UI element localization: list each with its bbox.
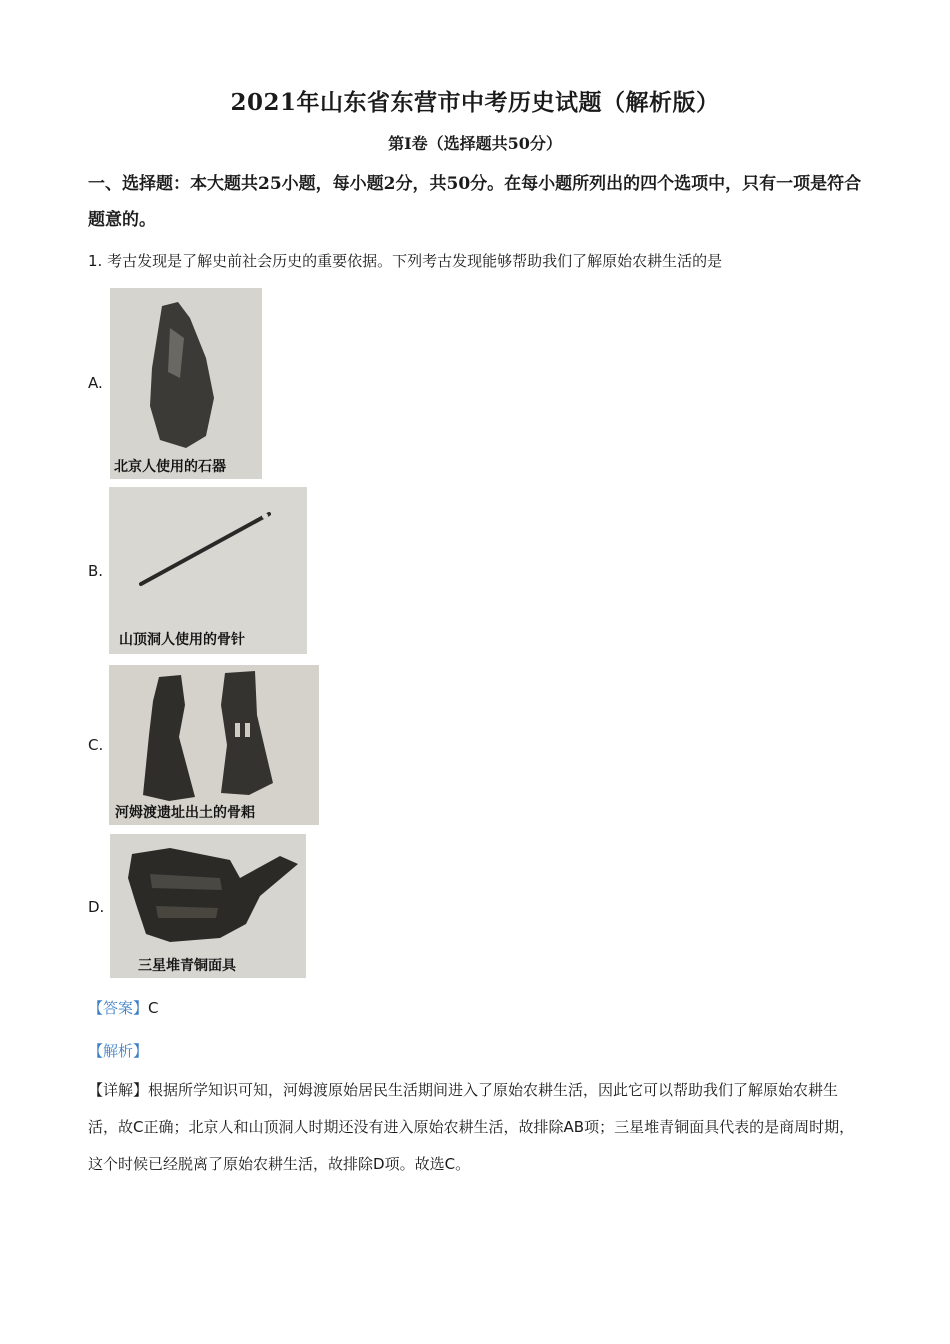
option-b-image <box>109 487 307 654</box>
option-b-caption: 山顶洞人使用的骨针 <box>119 632 245 648</box>
answer-value: C <box>148 999 159 1017</box>
analysis-heading: 【解析】 <box>88 1042 149 1060</box>
detail-text-2: 正确；北京人和山顶洞人时期还没有进入原始农耕生活，故排除 <box>143 1118 564 1136</box>
answer-bracket-close: 】 <box>133 999 149 1017</box>
detail-text-5: 。 <box>455 1155 471 1173</box>
detail-text-1: 根据所学知识可知，河姆渡原始居民生活期间进入了原始农耕生活，因此它可以帮助我们了解原始农耕生活，故 <box>88 1081 839 1136</box>
option-d-image <box>110 834 306 978</box>
question-text: 考古发现是了解史前社会历史的重要依据。下列考古发现能够帮助我们了解原始农耕生活的是 <box>107 252 723 270</box>
detail-option-ab: AB <box>563 1118 585 1136</box>
detail-heading: 【详解】 <box>88 1081 149 1099</box>
section-subtitle: 第Ⅰ卷（选择题共50分） <box>388 134 562 153</box>
option-c-letter: C. <box>88 736 104 754</box>
detail-text-4: 项。故选 <box>384 1155 445 1173</box>
detail-paragraph <box>88 1072 866 1183</box>
detail-option-d: D <box>373 1155 385 1173</box>
question-stem <box>88 250 722 271</box>
detail-text-3: 项；三星堆青铜面具代表的是商周时期，这个时候已经脱离了原始农耕生活，故排除 <box>88 1118 855 1173</box>
detail-option-c-final: C <box>444 1155 456 1173</box>
option-d-caption: 三星堆青铜面具 <box>138 958 236 974</box>
option-a-letter: A. <box>88 374 103 392</box>
answer-label: 答案 <box>103 999 134 1017</box>
answer-bracket-open: 【 <box>88 999 104 1017</box>
document-title: 2021年山东省东营市中考历史试题（解析版） <box>230 89 720 116</box>
question-number: 1. <box>88 252 103 270</box>
option-a-image <box>110 288 262 479</box>
detail-option-c: C <box>133 1118 144 1136</box>
answer-line <box>88 997 159 1018</box>
option-d-letter: D. <box>88 898 105 916</box>
option-b-letter: B. <box>88 562 104 580</box>
section-heading: 一、选择题：本大题共25小题，每小题2分，共50分。在每小题所列出的四个选项中，只有一项是符合题意的。 <box>88 174 862 230</box>
option-c-caption: 河姆渡遗址出土的骨耜 <box>115 805 255 821</box>
option-a-caption: 北京人使用的石器 <box>114 459 226 475</box>
option-c-image <box>109 665 319 825</box>
